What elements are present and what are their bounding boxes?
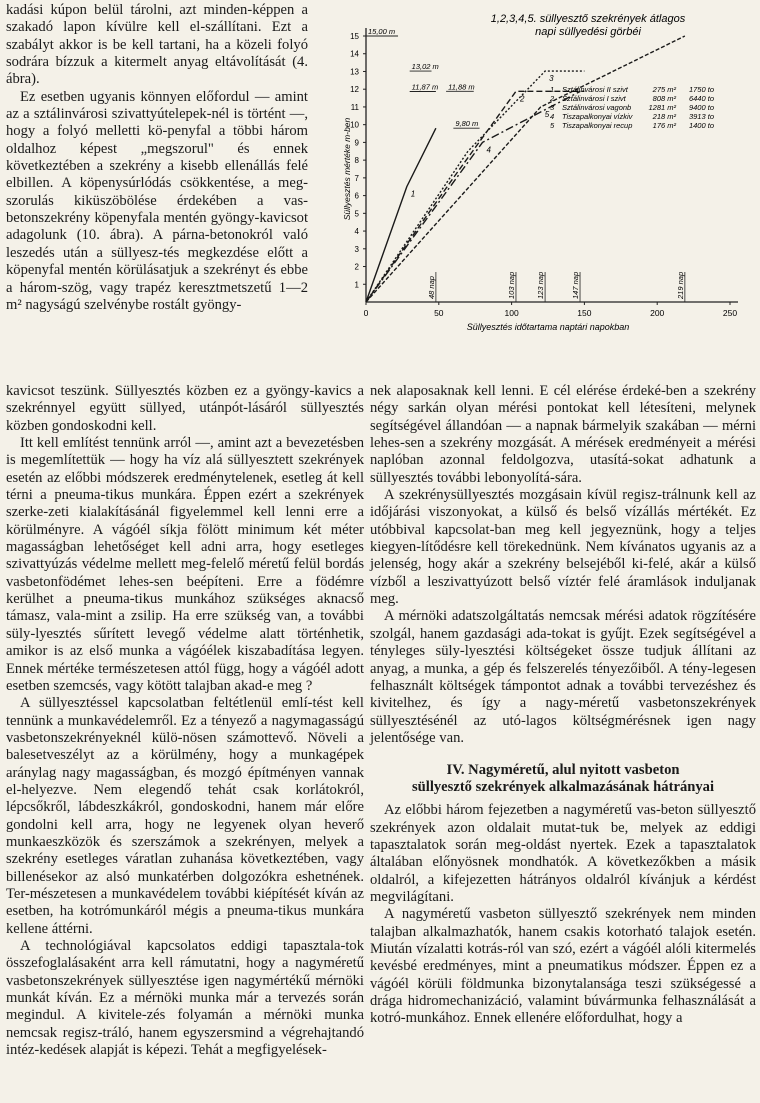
legend-number: 4 [550,112,555,121]
x-tick-label: 150 [577,308,592,318]
legend-name: Sztálinvárosi I szivt [562,94,626,103]
y-axis-label: Süllyesztés mértéke m-ben [342,117,352,221]
legend-name: Sztálinvárosi vagonb [562,103,632,112]
legend-area: 1281 m² [648,103,676,112]
paragraph: A szekrénysüllyesztés mozgásain kívül regisz-trálnunk kell az időjárási viszonyokat, a külső és belső vízállás mértékét. Ez utóbbival kapcsolat-ban meg kell jegyeznünk, hogy a teljes kiegyen-lítődésre kell törekednünk. Nem kívánatos ugyanis az a jelenség, hogy akár a szekrény belsejéből ki-felé, akár a külső vízből a leszivattyúzott belső víztér felé áramlások induljanak meg. [370,487,756,608]
legend-area: 176 m² [652,121,676,130]
y-tick-label: 14 [350,49,359,59]
y-tick-label: 10 [350,120,359,130]
legend-number: 1 [550,85,555,94]
y-tick-label: 12 [350,85,359,95]
y-tick-label: 4 [354,227,359,237]
section-heading-line1: IV. Nagyméretű, alul nyitott vasbeton [446,762,680,779]
chart-svg [318,4,758,382]
y-tick-label: 11 [350,102,359,112]
end-day-label: 123 nap [536,271,546,299]
legend-name: Tiszapalkonyai recup [562,121,633,130]
legend-weight: 6440 to [688,94,714,103]
y-tick-label: 8 [354,156,359,166]
depth-marker-label: 9,80 m [455,119,479,129]
x-tick-label: 0 [363,308,369,318]
legend-weight: 3913 to [688,112,714,121]
x-axis-label: Süllyesztés időtartama naptári napokban [466,322,630,332]
end-day-label: 147 nap [571,271,581,299]
legend-number: 2 [550,94,555,103]
legend-weight: 1400 to [688,121,714,130]
paragraph: nek alaposaknak kell lenni. E cél elérése érdeké-ben a szekrény négy sarkán olyan mérési pontokat kell létesíteni, melynek segítségével állandóan — a napnak bármelyik szakában — mérni lehes-sen a szekrény mozgását. A mérések eredményeit a mérési naplóban azonnal feldolgozva, utasítá-sokat adhatunk a süllyesztés további lebonyolítá-sára. [370,383,756,486]
legend-area: 218 m² [652,112,676,121]
end-day-label: 219 nap [675,271,685,299]
depth-marker-label: 13,02 m [411,62,439,72]
paragraph: Itt kell említést tennünk arról —, amint azt a bevezetésben is megemlítettük — hogy ha víz alá süllyesztett szekrények esetén az előbbi módszerek eredménytelenek, esetleg át kell térni a pneuma-tikus munkára. Éppen ezért a szekrények szerke-zeti kialakításánál figyelemmel kell lenni erre a körülményre. A vágóél síkja fölött minimum két méter magasságban lehetőséget kell adni arra, hogy esetleges szivattyúzás védelme mellett meg-felelő méretű felül bordás vasbetonfödémet lehes-sen beépíteni. Erre a födémre kerülhet a pneuma-tikus munkához szükséges aknacső támasz, vala-mint a zsilip. Ha erre szükség van, a további süly-lyesztés sűrített levegő védelme alatt történhetik, amikor is az első munka a vágóélek kiszabadítása legyen. Ennek mértéke természetesen attól függ, hogy a vágóél adott esetben szemcsés, vagy kötött talajban akad-e meg ? [6,435,364,694]
y-tick-label: 1 [354,280,359,290]
x-tick-label: 100 [504,308,519,318]
paragraph: Ez esetben ugyanis könnyen előfordul — amint az a sztálinvárosi szivattyútelepek-nél is történt —, hogy a folyó melletti kö-penyfal a többi három oldalhoz képest „megszorul" és ennek következtében a szekrény a kisebb ellenállás felé elbillen. A köpenysúrlódás csökkentése, a meg-szorulás kiküszöbölése érdekében a vas-betonszekrény köpenyfala mentén gyöngy-kavicsot adagolunk (10. ábra). A párna-betonokról való leszedés után a süllyesz-tés megkezdése előtt a köpenyfal mentén körülásatjuk a szekrényt és ebbe a három-szög, vagy trapéz keresztmetszetű 1—2 m² nagyságú szelvénybe rostált gyöngy- [6,88,308,313]
series-label-4: 4 [486,145,491,155]
legend-name: Tiszapalkonyai vízkiv [562,112,633,121]
section-heading-line2: süllyesztő szekrények alkalmazásának hátrányai [411,779,714,796]
y-tick-label: 13 [350,67,359,77]
depth-marker-label: 11,88 m [448,82,475,92]
paragraph: A nagyméretű vasbeton süllyesztő szekrények nem minden talajban alkalmazhatók, hanem csakis kotorható talajok esetén. Miután vízalatti kotrás-ról van szó, ezért a vágóél alóli kitermelés kevésbé eredményes, mint a pneumatikus módszer. Éppen ez a vágóél körüli földmunka bizonytalansága teszi szükségessé a drága hidromechanizáció, valamint búvármunka felhasználását a kotró-munkához. Ennek ellenére előfordulhat, hogy a [370,906,756,1027]
y-tick-label: 6 [354,191,359,201]
chart-title-line2: napi süllyedési görbéi [535,26,641,38]
y-tick-label: 9 [354,138,359,148]
paragraph: A technológiával kapcsolatos eddigi tapasztala-tok összefoglalásaként arra kell rámutatni, hogy a nagyméretű vasbetonszekrények süllyesztése igen nagymértékű mérnöki munkát kíván. Ez a mérnöki munka már a tervezés során megindul. A kivitele-zés folyamán a mérnöki munka nemcsak regisz-tráló, hanem egyszersmind a végrehajtandó intéz-kedések alapját is képezi. Tehát a megfigyelések- [6,938,364,1059]
y-tick-label: 2 [354,262,359,272]
paragraph: kavicsot teszünk. Süllyesztés közben ez a gyöngy-kavics a szekrénnyel együtt süllyed, utánpót-lásáról süllyesztés közben gondoskodni kell. [6,383,364,434]
section-heading [370,762,756,796]
legend-name: Sztálinvárosi II szivt [562,85,628,94]
right-column [370,383,756,1028]
legend-weight: 1750 to [688,85,714,94]
subsidence-chart [318,4,758,382]
left-column-top [6,2,308,314]
y-tick-label: 7 [354,173,359,183]
paragraph: A mérnöki adatszolgáltatás nemcsak mérési adatok rögzítésére szolgál, hanem gazdasági ada-tokat is gyűjt. Ezek segítségével a tényleges süly-lyesztési költségeket össze tudjuk állítani az anyag, a munka, a gép és felszerelés tényezőiből. A tény-legesen felhasznált költségek támpontot adnak a további tervezéshez és kivitelhez, és így a nagy-méretű vasbetonszekrények süllyesztésénél az utó-lagos költségmérésnek igen nagy jelentősége van. [370,608,756,746]
legend-number: 5 [550,121,555,130]
legend-area: 808 m² [652,94,676,103]
series-label-3: 3 [549,74,554,84]
end-day-label: 103 nap [506,271,516,299]
legend-weight: 9400 to [688,103,714,112]
series-label-2: 2 [519,94,525,104]
paragraph: Az előbbi három fejezetben a nagyméretű vas-beton süllyesztő szekrények azon oldalait mutat-tuk be, melyek az eddigi tapasztalatok során meg-oldást nyertek. Ezek a tapasztalatok általában előnyösnek mondhatók. A következőkben a másik oldalról, a kifejezetten hátrányos oldalról kívánjuk a kérdést megvilágítani. [370,802,756,905]
chart-title-line1: 1,2,3,4,5. süllyesztő szekrények átlagos [490,13,686,25]
x-tick-label: 50 [434,308,444,318]
depth-marker-label: 11,87 m [411,82,439,92]
paragraph: kadási kúpon belül tárolni, azt minden-képpen a szakadó lapon kívülre kell el-szállítani. Ezt a szabályt akkor is be kell tartani, ha a közeli folyó sodrára bízzuk a kitermelt anyag eltávolítását (4. ábra). [6,2,308,88]
left-column-bottom [6,383,364,1059]
depth-marker-label: 15,00 m [368,27,396,36]
legend-number: 3 [550,103,555,112]
end-day-label: 48 nap [426,276,436,299]
y-tick-label: 5 [354,209,359,219]
series-label-5: 5 [544,109,550,119]
series-line-5 [366,36,685,302]
x-tick-label: 250 [722,308,738,318]
y-tick-label: 3 [354,244,359,254]
y-tick-label: 15 [350,32,359,41]
paragraph: A süllyesztéssel kapcsolatban feltétlenül emlí-tést kell tennünk a munkavédelemről. Ez a tényező a nagymagasságú vasbetonszekrényeknél külö-nösen számottevő. Növeli a balesetveszélyt az a körülmény, hogy a munkagépek aránylag nagy magasságban, és mozgó építményen vannak el-helyezve. Nem elegendő tehát csak korlátokról, lépcsőkről, lábdeszkákról, gondoskodni, hanem már előre gondolni kell arra, hogy ne legyenek olyan heverő munkaeszközök és szerszámok a szekrényen, melyek a szekrény esetleges váratlan zuhanása következtében, vagy billenésekor az alsó munkatérben dolgozókra eshetnének. Ter-mészetesen a munkavédelem további kiépítését kíván az esetben, ha kotrómunkáról mégis a pneuma-tikus munkára kellene áttérni. [6,695,364,937]
series-label-1: 1 [410,189,416,199]
legend-area: 275 m² [652,85,676,94]
x-tick-label: 200 [650,308,665,318]
